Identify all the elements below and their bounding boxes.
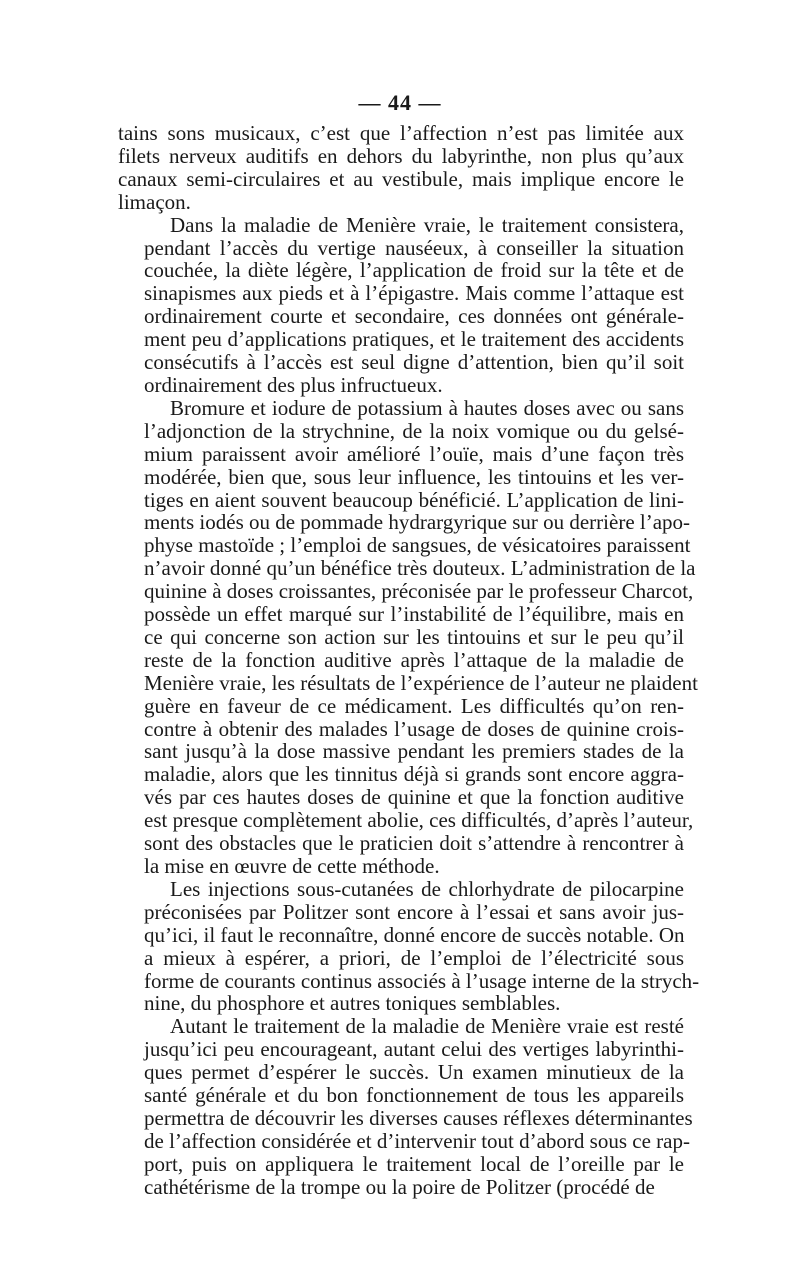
- text-line: sant jusqu’à la dose massive pendant les premiers stades de la: [144, 739, 684, 764]
- text-line: ment peu d’applications pratiques, et le traitement des accidents: [144, 327, 684, 352]
- text-line: maladie, alors que les tinnitus déjà si grands sont encore aggra-: [144, 762, 684, 787]
- text-line: modérée, bien que, sous leur influence, les tintouins et les ver-: [144, 464, 684, 489]
- text-line: physe mastoïde ; l’emploi de sangsues, de vésicatoires paraissent: [144, 533, 691, 558]
- text-line: port, puis on appliquera le traitement local de l’oreille par le: [144, 1151, 684, 1176]
- text-line: consécutifs à l’accès est seul digne d’attention, bien qu’il soit: [144, 350, 684, 375]
- text-line: santé générale et du bon fonctionnement de tous les appareils: [144, 1083, 684, 1108]
- paragraph: [118, 1014, 693, 1199]
- text-line: couchée, la diète légère, l’application de froid sur la tête et de: [144, 258, 684, 283]
- text-line: canaux semi-circulaires et au vestibule, mais implique encore le: [118, 166, 684, 191]
- text-line: est presque complètement abolie, ces difficultés, d’après l’auteur,: [144, 808, 694, 833]
- text-line: permettra de découvrir les diverses causes réflexes déterminantes: [144, 1105, 693, 1130]
- text-line: guère en faveur de ce médicament. Les difficultés qu’on ren-: [144, 693, 684, 718]
- text-line: de l’affection considérée et d’intervenir tout d’abord sous ce rap-: [144, 1128, 690, 1153]
- text-line: sinapismes aux pieds et à l’épigastre. Mais comme l’attaque est: [144, 281, 684, 306]
- text-line: n’avoir donné qu’un bénéfice très douteux. L’administration de la: [144, 556, 696, 581]
- paragraph: [118, 395, 698, 878]
- text-line: reste de la fonction auditive après l’attaque de la maladie de: [144, 647, 684, 672]
- text-line: pendant l’accès du vertige nauséeux, à conseiller la situation: [144, 235, 684, 260]
- text-line: a mieux à espérer, a priori, de l’emploi de l’électricité sous: [144, 945, 684, 970]
- text-line: ordinairement des plus infructueux.: [144, 372, 443, 397]
- text-line: l’adjonction de la strychnine, de la noix vomique ou du gelsé-: [144, 418, 684, 443]
- page-number: — 44 —: [358, 90, 442, 115]
- text-line: vés par ces hautes doses de quinine et que la fonction auditive: [144, 785, 684, 810]
- text-line: nine, du phosphore et autres toniques semblables.: [144, 991, 561, 1016]
- text-line: tains sons musicaux, c’est que l’affection n’est pas limitée aux: [118, 121, 684, 145]
- text-line: limaçon.: [118, 189, 191, 214]
- text-line: mium paraissent avoir amélioré l’ouïe, mais d’une façon très: [144, 441, 684, 466]
- paragraph: [118, 876, 700, 1016]
- text-line: ordinairement courte et secondaire, ces données ont générale-: [144, 304, 684, 329]
- text-line: jusqu’ici peu encourageant, autant celui des vertiges labyrinthi-: [144, 1037, 684, 1062]
- text-line: qu’ici, il faut le reconnaître, donné encore de succès notable. On: [144, 922, 685, 947]
- text-line: contre à obtenir des malades l’usage de doses de quinine crois-: [144, 716, 684, 741]
- paragraph: [118, 214, 684, 397]
- text-line: Bromure et iodure de potassium à hautes doses avec ou sans: [170, 395, 684, 420]
- text-line: possède un effet marqué sur l’instabilité de l’équilibre, mais en: [144, 602, 684, 627]
- text-line: la mise en œuvre de cette méthode.: [144, 854, 440, 878]
- text-line: filets nerveux auditifs en dehors du labyrinthe, non plus qu’aux: [118, 143, 684, 168]
- text-line: ques permet d’espérer le succès. Un examen minutieux de la: [144, 1060, 684, 1085]
- text-line: préconisées par Politzer sont encore à l’essai et sans avoir jus-: [144, 899, 684, 924]
- text-line: Autant le traitement de la maladie de Menière vraie est resté: [170, 1014, 684, 1039]
- text-line: Dans la maladie de Menière vraie, le traitement consistera,: [170, 212, 684, 237]
- text-line: ments iodés ou de pommade hydrargyrique sur ou derrière l’apo-: [144, 510, 691, 535]
- text-line: tiges en aient souvent beaucoup bénéficié. L’application de lini-: [144, 487, 684, 512]
- text-line: quinine à doses croissantes, préconisée par le professeur Charcot,: [144, 579, 694, 604]
- body-text: [118, 121, 700, 1199]
- text-line: forme de courants continus associés à l’usage interne de la strych-: [144, 968, 700, 993]
- text-line: ce qui concerne son action sur les tintouins et sur le peu qu’il: [144, 624, 684, 649]
- text-line: Menière vraie, les résultats de l’expérience de l’auteur ne plaident: [144, 670, 698, 695]
- text-line: sont des obstacles que le praticien doit s’attendre à rencontrer à: [144, 831, 684, 856]
- paragraph: [118, 122, 684, 214]
- text-line: cathétérisme de la trompe ou la poire de Politzer (procédé de: [144, 1174, 655, 1199]
- text-line: Les injections sous-cutanées de chlorhydrate de pilocarpine: [170, 876, 684, 901]
